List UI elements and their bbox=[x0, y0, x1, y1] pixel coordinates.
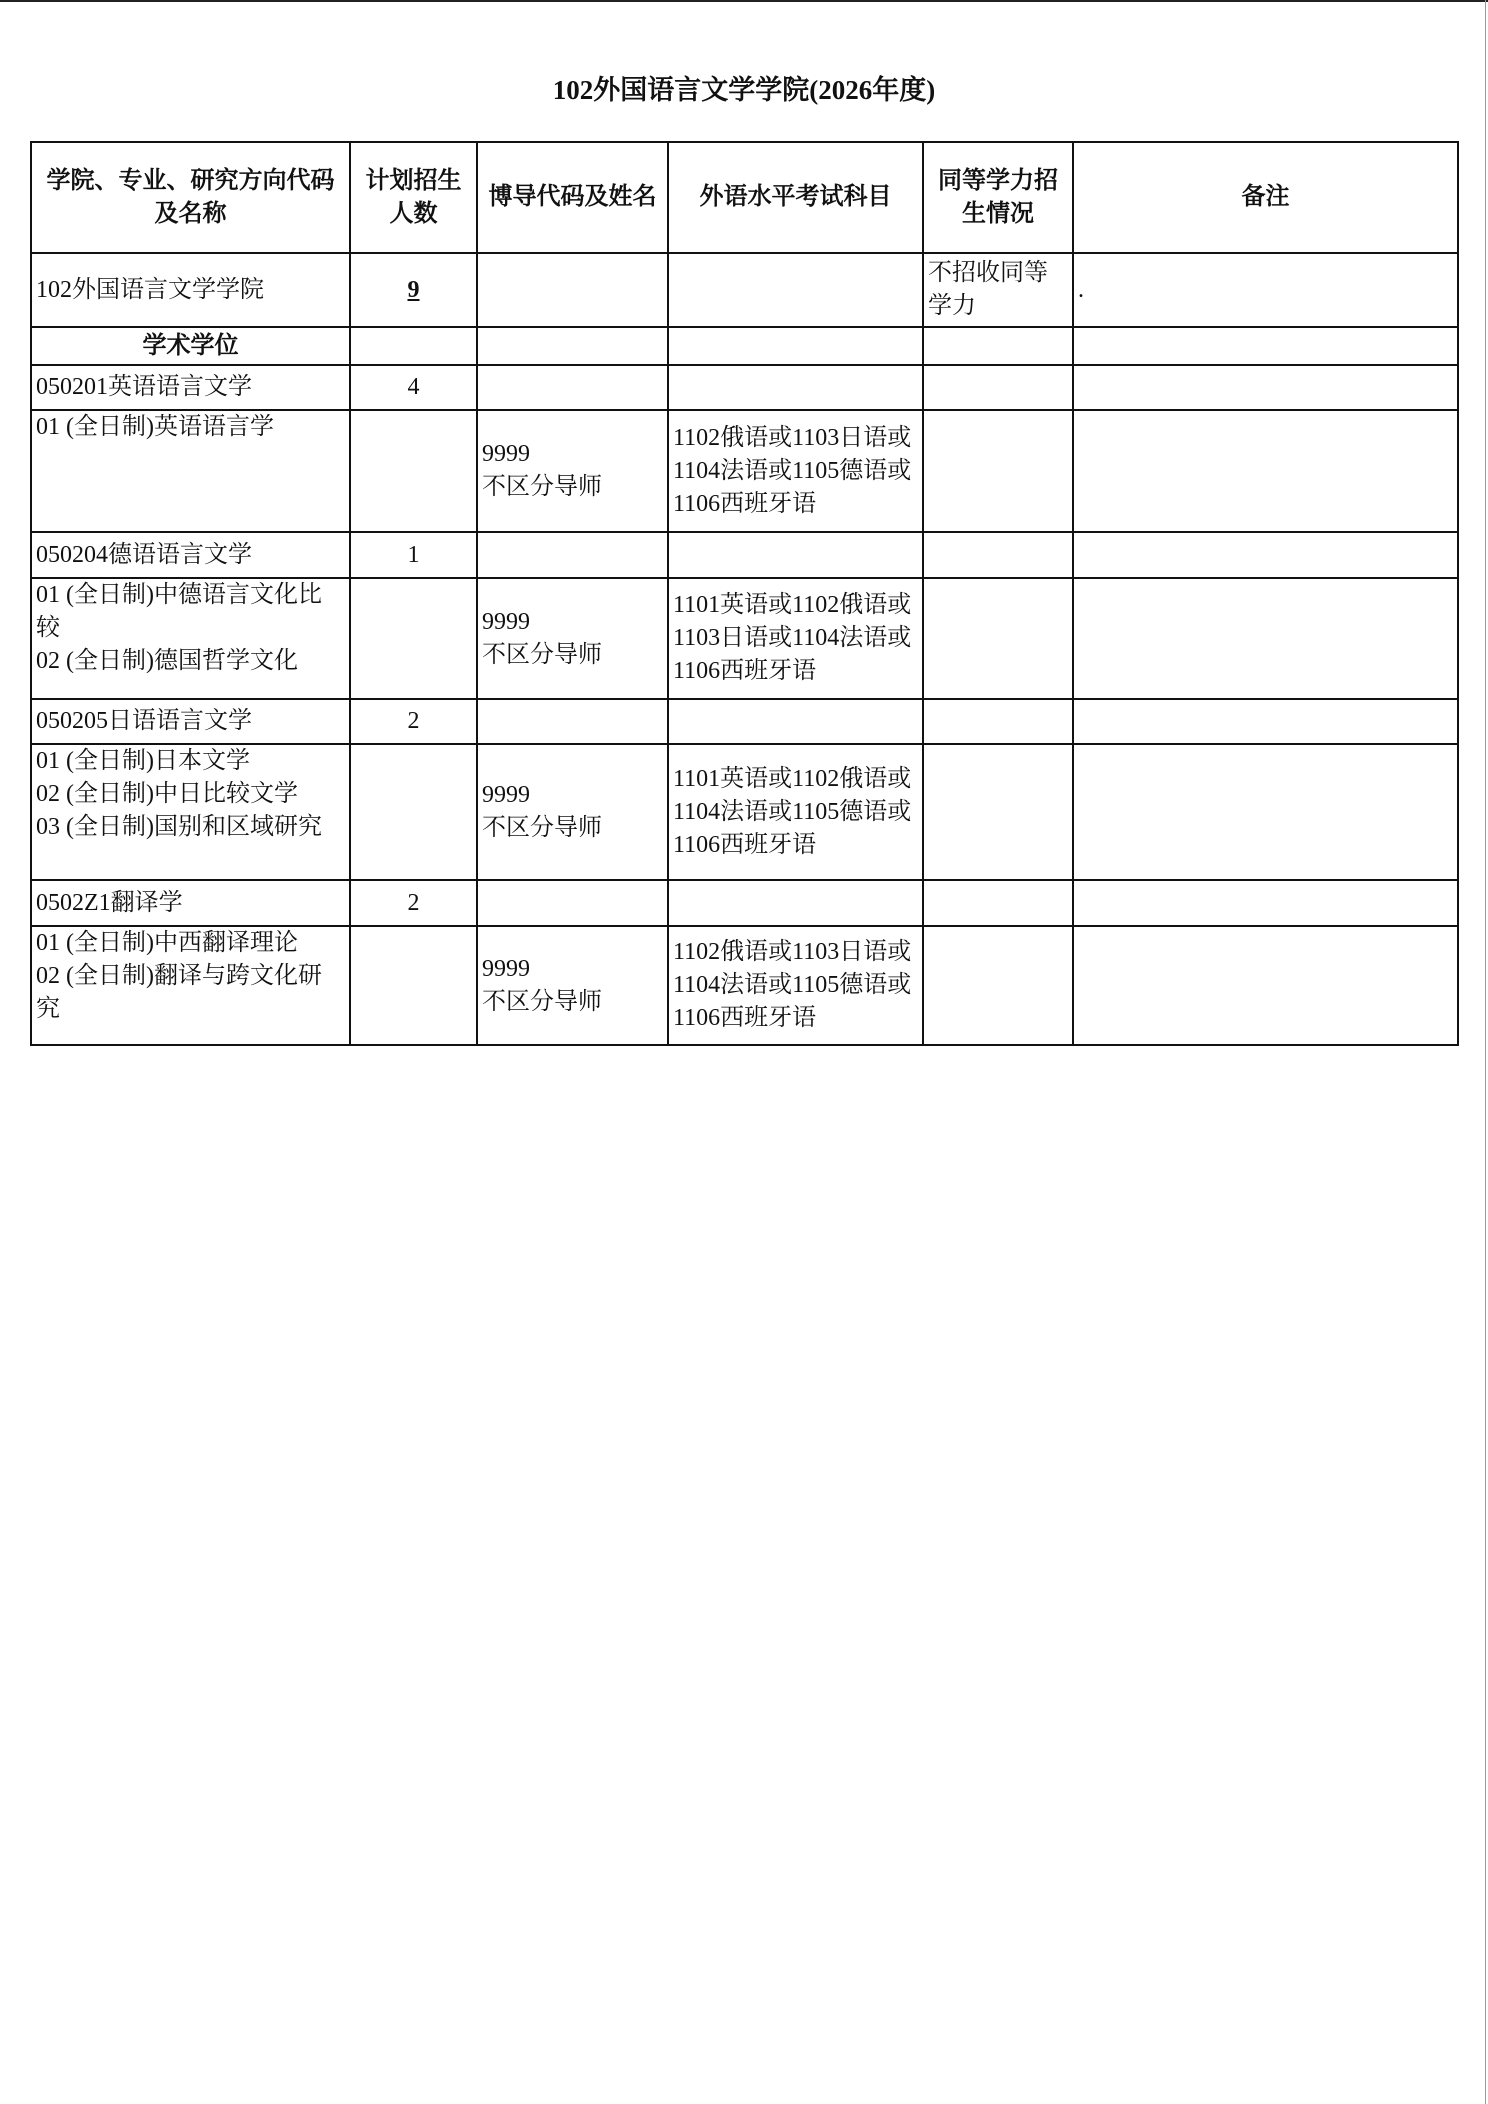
foreign-language-exam: 1102俄语或1103日语或1104法语或1105德语或1106西班牙语 bbox=[668, 410, 923, 532]
empty-cell bbox=[477, 365, 668, 410]
college-foreign-language bbox=[668, 253, 923, 327]
college-row bbox=[31, 253, 1458, 327]
empty-cell bbox=[350, 578, 477, 699]
empty-cell bbox=[923, 410, 1073, 532]
supervisor-code: 9999 bbox=[482, 955, 530, 982]
empty-cell bbox=[923, 578, 1073, 699]
document-title: 102外国语言文学学院(2026年度) bbox=[552, 75, 936, 105]
enrollment-plan-table bbox=[30, 141, 1459, 1046]
empty-cell bbox=[923, 880, 1073, 926]
page-right-border bbox=[1485, 0, 1486, 2104]
major-quota: 1 bbox=[350, 532, 477, 578]
major-name: 050205日语语言文学 bbox=[31, 699, 350, 744]
major-row bbox=[31, 532, 1458, 578]
empty-cell bbox=[668, 880, 923, 926]
supervisor-code: 9999 bbox=[482, 441, 530, 467]
empty-cell bbox=[477, 327, 668, 365]
empty-cell bbox=[1073, 327, 1458, 365]
empty-cell bbox=[350, 410, 477, 532]
foreign-language-exam: 1101英语或1102俄语或1104法语或1105德语或1106西班牙语 bbox=[668, 744, 923, 880]
supervisor-name: 不区分导师 bbox=[482, 988, 602, 1015]
empty-cell bbox=[1073, 410, 1458, 532]
major-quota: 4 bbox=[350, 365, 477, 410]
supervisor-name: 不区分导师 bbox=[482, 474, 602, 500]
empty-cell bbox=[1073, 365, 1458, 410]
direction-row bbox=[31, 926, 1458, 1045]
empty-cell bbox=[477, 532, 668, 578]
major-row bbox=[31, 365, 1458, 410]
empty-cell bbox=[477, 880, 668, 926]
empty-cell bbox=[923, 744, 1073, 880]
degree-type-label: 学术学位 bbox=[31, 327, 350, 365]
major-name: 050201英语语言文学 bbox=[31, 365, 350, 410]
page-top-border bbox=[0, 0, 1488, 2]
college-note: . bbox=[1073, 253, 1458, 327]
direction-item: 01 (全日制)中德语言文化比较 bbox=[36, 582, 322, 641]
empty-cell bbox=[668, 699, 923, 744]
header-supervisor: 博导代码及姓名 bbox=[477, 142, 668, 253]
table-header-row bbox=[31, 142, 1458, 253]
direction-row bbox=[31, 744, 1458, 880]
empty-cell bbox=[350, 744, 477, 880]
supervisor-name: 不区分导师 bbox=[482, 815, 602, 841]
empty-cell bbox=[350, 327, 477, 365]
empty-cell bbox=[923, 532, 1073, 578]
supervisor-cell bbox=[477, 744, 668, 880]
supervisor-code: 9999 bbox=[482, 782, 530, 808]
college-quota: 9 bbox=[350, 253, 477, 327]
direction-item: 01 (全日制)英语语言学 bbox=[36, 414, 274, 440]
supervisor-code: 9999 bbox=[482, 608, 530, 635]
empty-cell bbox=[350, 926, 477, 1045]
empty-cell bbox=[1073, 532, 1458, 578]
direction-list bbox=[31, 410, 350, 532]
direction-row bbox=[31, 410, 1458, 532]
direction-list bbox=[31, 744, 350, 880]
major-quota: 2 bbox=[350, 699, 477, 744]
supervisor-cell bbox=[477, 926, 668, 1045]
direction-row bbox=[31, 578, 1458, 699]
major-quota: 2 bbox=[350, 880, 477, 926]
empty-cell bbox=[923, 699, 1073, 744]
empty-cell bbox=[1073, 578, 1458, 699]
empty-cell bbox=[668, 365, 923, 410]
header-equivalent-education: 同等学力招生情况 bbox=[923, 142, 1073, 253]
foreign-language-exam: 1101英语或1102俄语或1103日语或1104法语或1106西班牙语 bbox=[668, 578, 923, 699]
direction-item: 03 (全日制)国别和区域研究 bbox=[36, 814, 322, 840]
empty-cell bbox=[923, 327, 1073, 365]
direction-item: 02 (全日制)中日比较文学 bbox=[36, 781, 298, 807]
direction-item: 01 (全日制)日本文学 bbox=[36, 748, 250, 774]
foreign-language-exam: 1102俄语或1103日语或1104法语或1105德语或1106西班牙语 bbox=[668, 926, 923, 1045]
degree-type-row bbox=[31, 327, 1458, 365]
empty-cell bbox=[1073, 699, 1458, 744]
direction-item: 02 (全日制)德国哲学文化 bbox=[36, 648, 298, 674]
direction-list bbox=[31, 578, 350, 699]
supervisor-name: 不区分导师 bbox=[482, 641, 602, 668]
direction-item: 01 (全日制)中西翻译理论 bbox=[36, 930, 298, 956]
major-row bbox=[31, 699, 1458, 744]
major-row bbox=[31, 880, 1458, 926]
empty-cell bbox=[1073, 926, 1458, 1045]
header-planned-quota: 计划招生人数 bbox=[350, 142, 477, 253]
empty-cell bbox=[1073, 880, 1458, 926]
major-name: 0502Z1翻译学 bbox=[31, 880, 350, 926]
supervisor-cell bbox=[477, 578, 668, 699]
empty-cell bbox=[477, 699, 668, 744]
supervisor-cell bbox=[477, 410, 668, 532]
header-notes: 备注 bbox=[1073, 142, 1458, 253]
empty-cell bbox=[923, 926, 1073, 1045]
header-foreign-language-exam: 外语水平考试科目 bbox=[668, 142, 923, 253]
empty-cell bbox=[668, 532, 923, 578]
direction-list bbox=[31, 926, 350, 1045]
major-name: 050204德语语言文学 bbox=[31, 532, 350, 578]
empty-cell bbox=[923, 365, 1073, 410]
empty-cell bbox=[668, 327, 923, 365]
college-name: 102外国语言文学学院 bbox=[31, 253, 350, 327]
college-equivalent: 不招收同等学力 bbox=[923, 253, 1073, 327]
header-program-code-name: 学院、专业、研究方向代码及名称 bbox=[31, 142, 350, 253]
empty-cell bbox=[1073, 744, 1458, 880]
direction-item: 02 (全日制)翻译与跨文化研究 bbox=[36, 963, 322, 1022]
college-supervisor bbox=[477, 253, 668, 327]
